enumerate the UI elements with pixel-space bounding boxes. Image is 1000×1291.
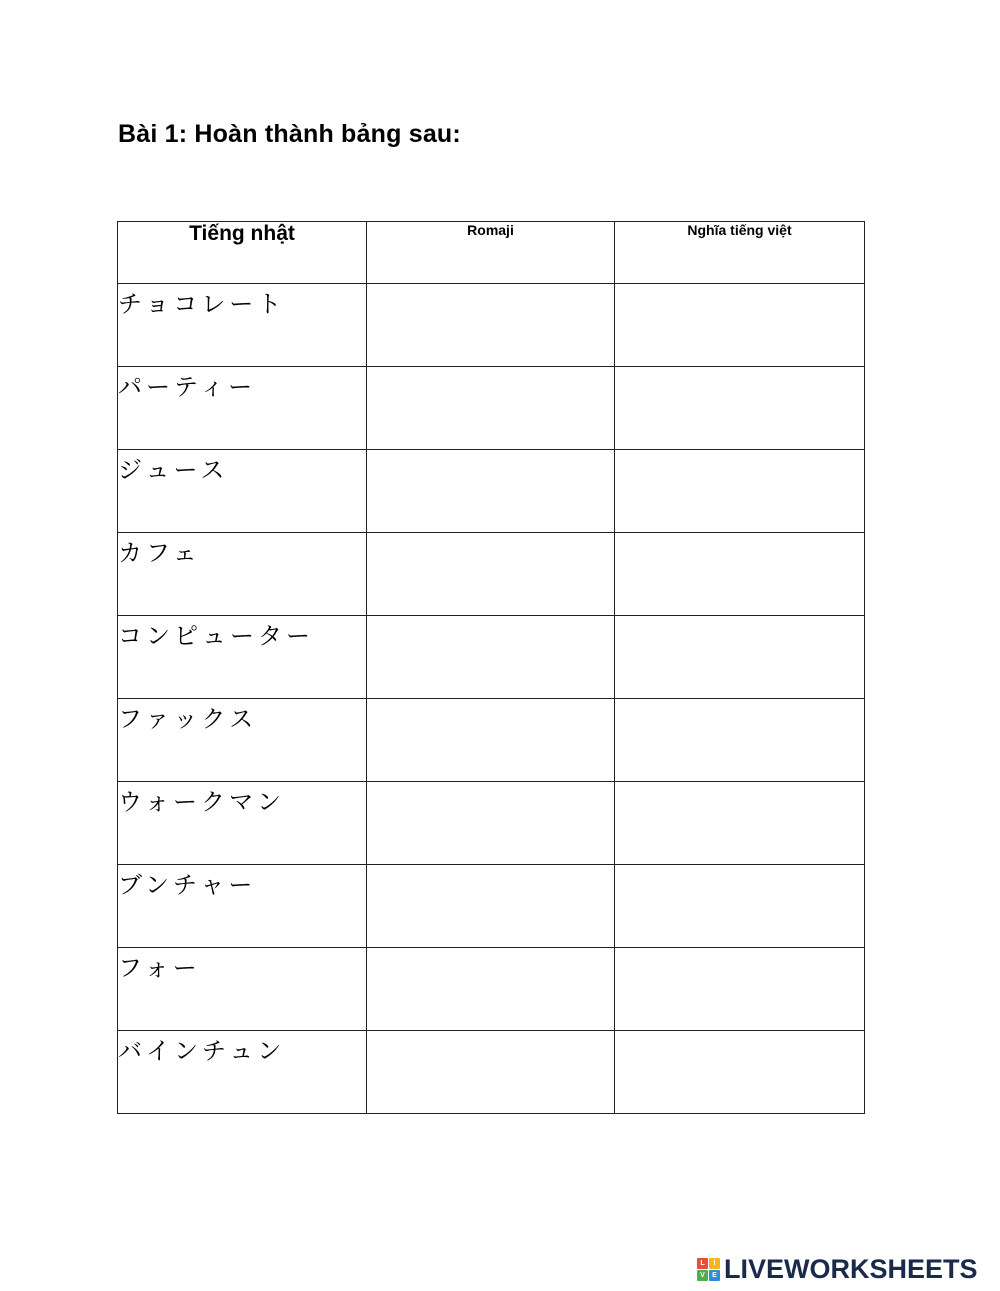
logo-letter-block: E [709,1270,720,1281]
table-row [118,616,865,699]
meaning-answer-cell[interactable] [615,616,865,699]
table-row [118,699,865,782]
table-row [118,1031,865,1114]
romaji-answer-cell[interactable] [367,782,615,865]
japanese-word: ブンチャー [118,865,367,948]
meaning-answer-cell[interactable] [615,450,865,533]
liveworksheets-logo-icon [697,1258,720,1281]
japanese-word: パーティー [118,367,367,450]
watermark-text: LIVEWORKSHEETS [724,1254,978,1284]
logo-letter-block: L [697,1258,708,1269]
japanese-word: ファックス [118,699,367,782]
japanese-word: ジュース [118,450,367,533]
logo-letter-block: I [709,1258,720,1269]
liveworksheets-watermark [697,1254,978,1284]
header-romaji: Romaji [367,222,615,284]
table-row [118,367,865,450]
table-row [118,450,865,533]
table-row [118,948,865,1031]
table-row [118,782,865,865]
romaji-answer-cell[interactable] [367,616,615,699]
header-japanese: Tiếng nhật [118,222,367,284]
romaji-answer-cell[interactable] [367,948,615,1031]
japanese-word: ウォークマン [118,782,367,865]
meaning-answer-cell[interactable] [615,284,865,367]
vocabulary-table [117,221,865,1114]
romaji-answer-cell[interactable] [367,284,615,367]
japanese-word: フォー [118,948,367,1031]
table-row [118,284,865,367]
logo-letter-block: V [697,1270,708,1281]
meaning-answer-cell[interactable] [615,533,865,616]
meaning-answer-cell[interactable] [615,699,865,782]
romaji-answer-cell[interactable] [367,450,615,533]
romaji-answer-cell[interactable] [367,1031,615,1114]
romaji-answer-cell[interactable] [367,865,615,948]
meaning-answer-cell[interactable] [615,948,865,1031]
worksheet-title: Bài 1: Hoàn thành bảng sau: [118,120,461,148]
japanese-word: カフェ [118,533,367,616]
romaji-answer-cell[interactable] [367,367,615,450]
meaning-answer-cell[interactable] [615,1031,865,1114]
romaji-answer-cell[interactable] [367,699,615,782]
japanese-word: コンピューター [118,616,367,699]
table-row [118,865,865,948]
meaning-answer-cell[interactable] [615,865,865,948]
meaning-answer-cell[interactable] [615,367,865,450]
japanese-word: チョコレート [118,284,367,367]
table-row [118,533,865,616]
romaji-answer-cell[interactable] [367,533,615,616]
header-vietnamese-meaning: Nghĩa tiếng việt [615,222,865,284]
meaning-answer-cell[interactable] [615,782,865,865]
japanese-word: バインチュン [118,1031,367,1114]
table-header-row [118,222,865,284]
